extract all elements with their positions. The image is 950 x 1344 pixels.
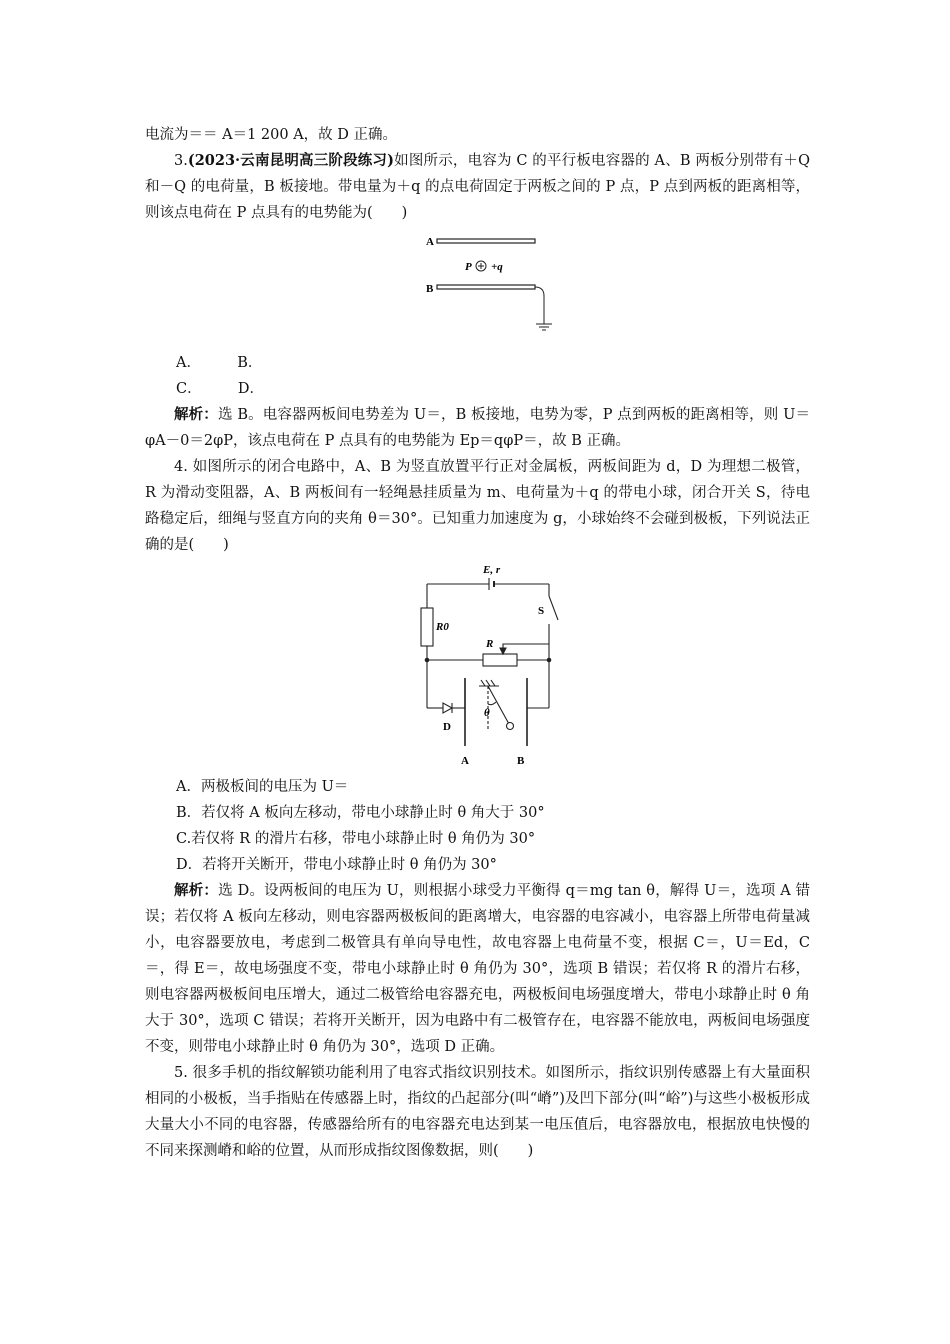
question-5-stem [145, 1060, 810, 1164]
charge-label: +q [491, 261, 503, 273]
angle-label: θ [484, 707, 490, 719]
resistor-r0 [421, 608, 433, 646]
analysis-label: 解析： [174, 882, 219, 899]
question-4-analysis [145, 878, 810, 1060]
charged-ball [507, 723, 514, 730]
ground-wire [535, 287, 544, 324]
analysis-text: 选 D。设两板间的电压为 U，则根据小球受力平衡得 q＝mg tan θ，解得 U＝，选项 A 错误；若仅将 A 板向左移动，则电容器两极板间的距离增大，电容器的电容减小，电容器上所带电荷量减小，电容器要放电，考虑到二极管具有单向导电性，故电容器上电荷量不变，根据 C＝，U＝Ed，C＝，得 E＝，故电场强度不变，带电小球静止时 θ 角仍为 30°，选项 B 错误；若仅将 R 的滑片右移，则电容器两极板间电压增大，通过二极管给电容器充电，两极板间电场强度增大，带电小球静止时 θ 角大于 30°，选项 C 错误；若将开关断开，因为电路中有二极管存在，电容器不能放电，两板间电场强度不变，则带电小球静止时 θ 角仍为 30°，选项 D 正确。 [145, 883, 811, 1055]
question-3-stem [145, 148, 810, 226]
answer-line: 电流为＝＝ A＝1 200 A，故 D 正确。 [145, 127, 398, 143]
circuit-figure [145, 558, 810, 774]
question-number: 4. [174, 459, 188, 475]
question-text: 很多手机的指纹解锁功能利用了电容式指纹识别技术。如图所示，指纹识别传感器上有大量面积相同的小极板，当手指贴在传感器上时，指纹的凸起部分(叫“嵴”)及凹下部分(叫“峪”)与这些小极板形成大量大小不同的电容器，传感器给所有的电容器充电达到某一电压值后，电容器放电，根据放电快慢的不同来探测嵴和峪的位置，从而形成指纹图像数据，则( ) [145, 1065, 811, 1159]
analysis-label: 解析： [174, 406, 218, 423]
rheostat-r [483, 654, 517, 666]
analysis-text: 选 B。电容器两板间电势差为 U＝，B 板接地，电势为零，P 点到两板的距离相等，则 U＝φA－0＝2φP，该点电荷在 P 点具有的电势能为 Ep＝qφP＝，故 B 正确。 [145, 407, 810, 449]
plate-a-label: A [461, 755, 469, 767]
plate-b-label: B [517, 755, 525, 767]
question-3-options-row2: C． D． [176, 381, 264, 397]
switch-blade [549, 596, 558, 620]
question-3-options-row1: A． B． [176, 355, 263, 371]
capacitor-diagram [145, 232, 810, 350]
document-page [145, 122, 810, 1164]
question-4-option-b: B．若仅将 A 板向左移动，带电小球静止时 θ 角大于 30° [176, 805, 545, 821]
plate-b-label: B [426, 283, 434, 295]
rheostat-label: R [486, 638, 494, 650]
question-text: 如图所示的闭合电路中，A、B 为竖直放置平行正对金属板，两板间距为 d，D 为理想二极管，R 为滑动变阻器，A、B 两板间有一轻绳悬挂质量为 m、电荷量为＋q 的带电小球，闭合开关 S，待电路稳定后，细绳与竖直方向的夹角 θ＝30°。已知重力加速度为 g，小球始终不会碰到极板，下列说法正确的是( ) [145, 459, 811, 553]
question-4-option-a: A．两极板间的电压为 U＝ [176, 779, 349, 795]
source-label: E, r [483, 564, 501, 576]
question-text: 如图所示，电容为 C 的平行板电容器的 A、B 两板分别带有＋Q 和－Q 的电荷量，B 板接地。带电量为＋q 的点电荷固定于两板之间的 P 点，P 点到两板的距离相等，则该点电荷在 P 点具有的电势能为( ) [145, 153, 811, 221]
point-p-label: P [465, 261, 472, 273]
question-4-option-c: C.若仅将 R 的滑片右移，带电小球静止时 θ 角仍为 30° [176, 831, 536, 847]
plate-a-label: A [426, 236, 434, 248]
question-number: 5. [174, 1065, 188, 1081]
plate-b [437, 285, 535, 289]
question-number: 3. [174, 153, 188, 169]
question-4-option-d: D．若将开关断开，带电小球静止时 θ 角仍为 30° [176, 857, 497, 873]
ground-icon [536, 324, 552, 330]
capacitor-figure [145, 232, 810, 350]
plate-a [437, 239, 535, 243]
switch-label: S [538, 605, 545, 617]
diode-label: D [443, 721, 451, 733]
question-source: (2023·云南昆明高三阶段练习) [187, 152, 394, 169]
diode-d [443, 703, 452, 713]
question-3-analysis [145, 402, 810, 454]
r0-label: R0 [436, 621, 449, 633]
circuit-diagram [145, 558, 810, 774]
question-4-stem [145, 454, 810, 558]
